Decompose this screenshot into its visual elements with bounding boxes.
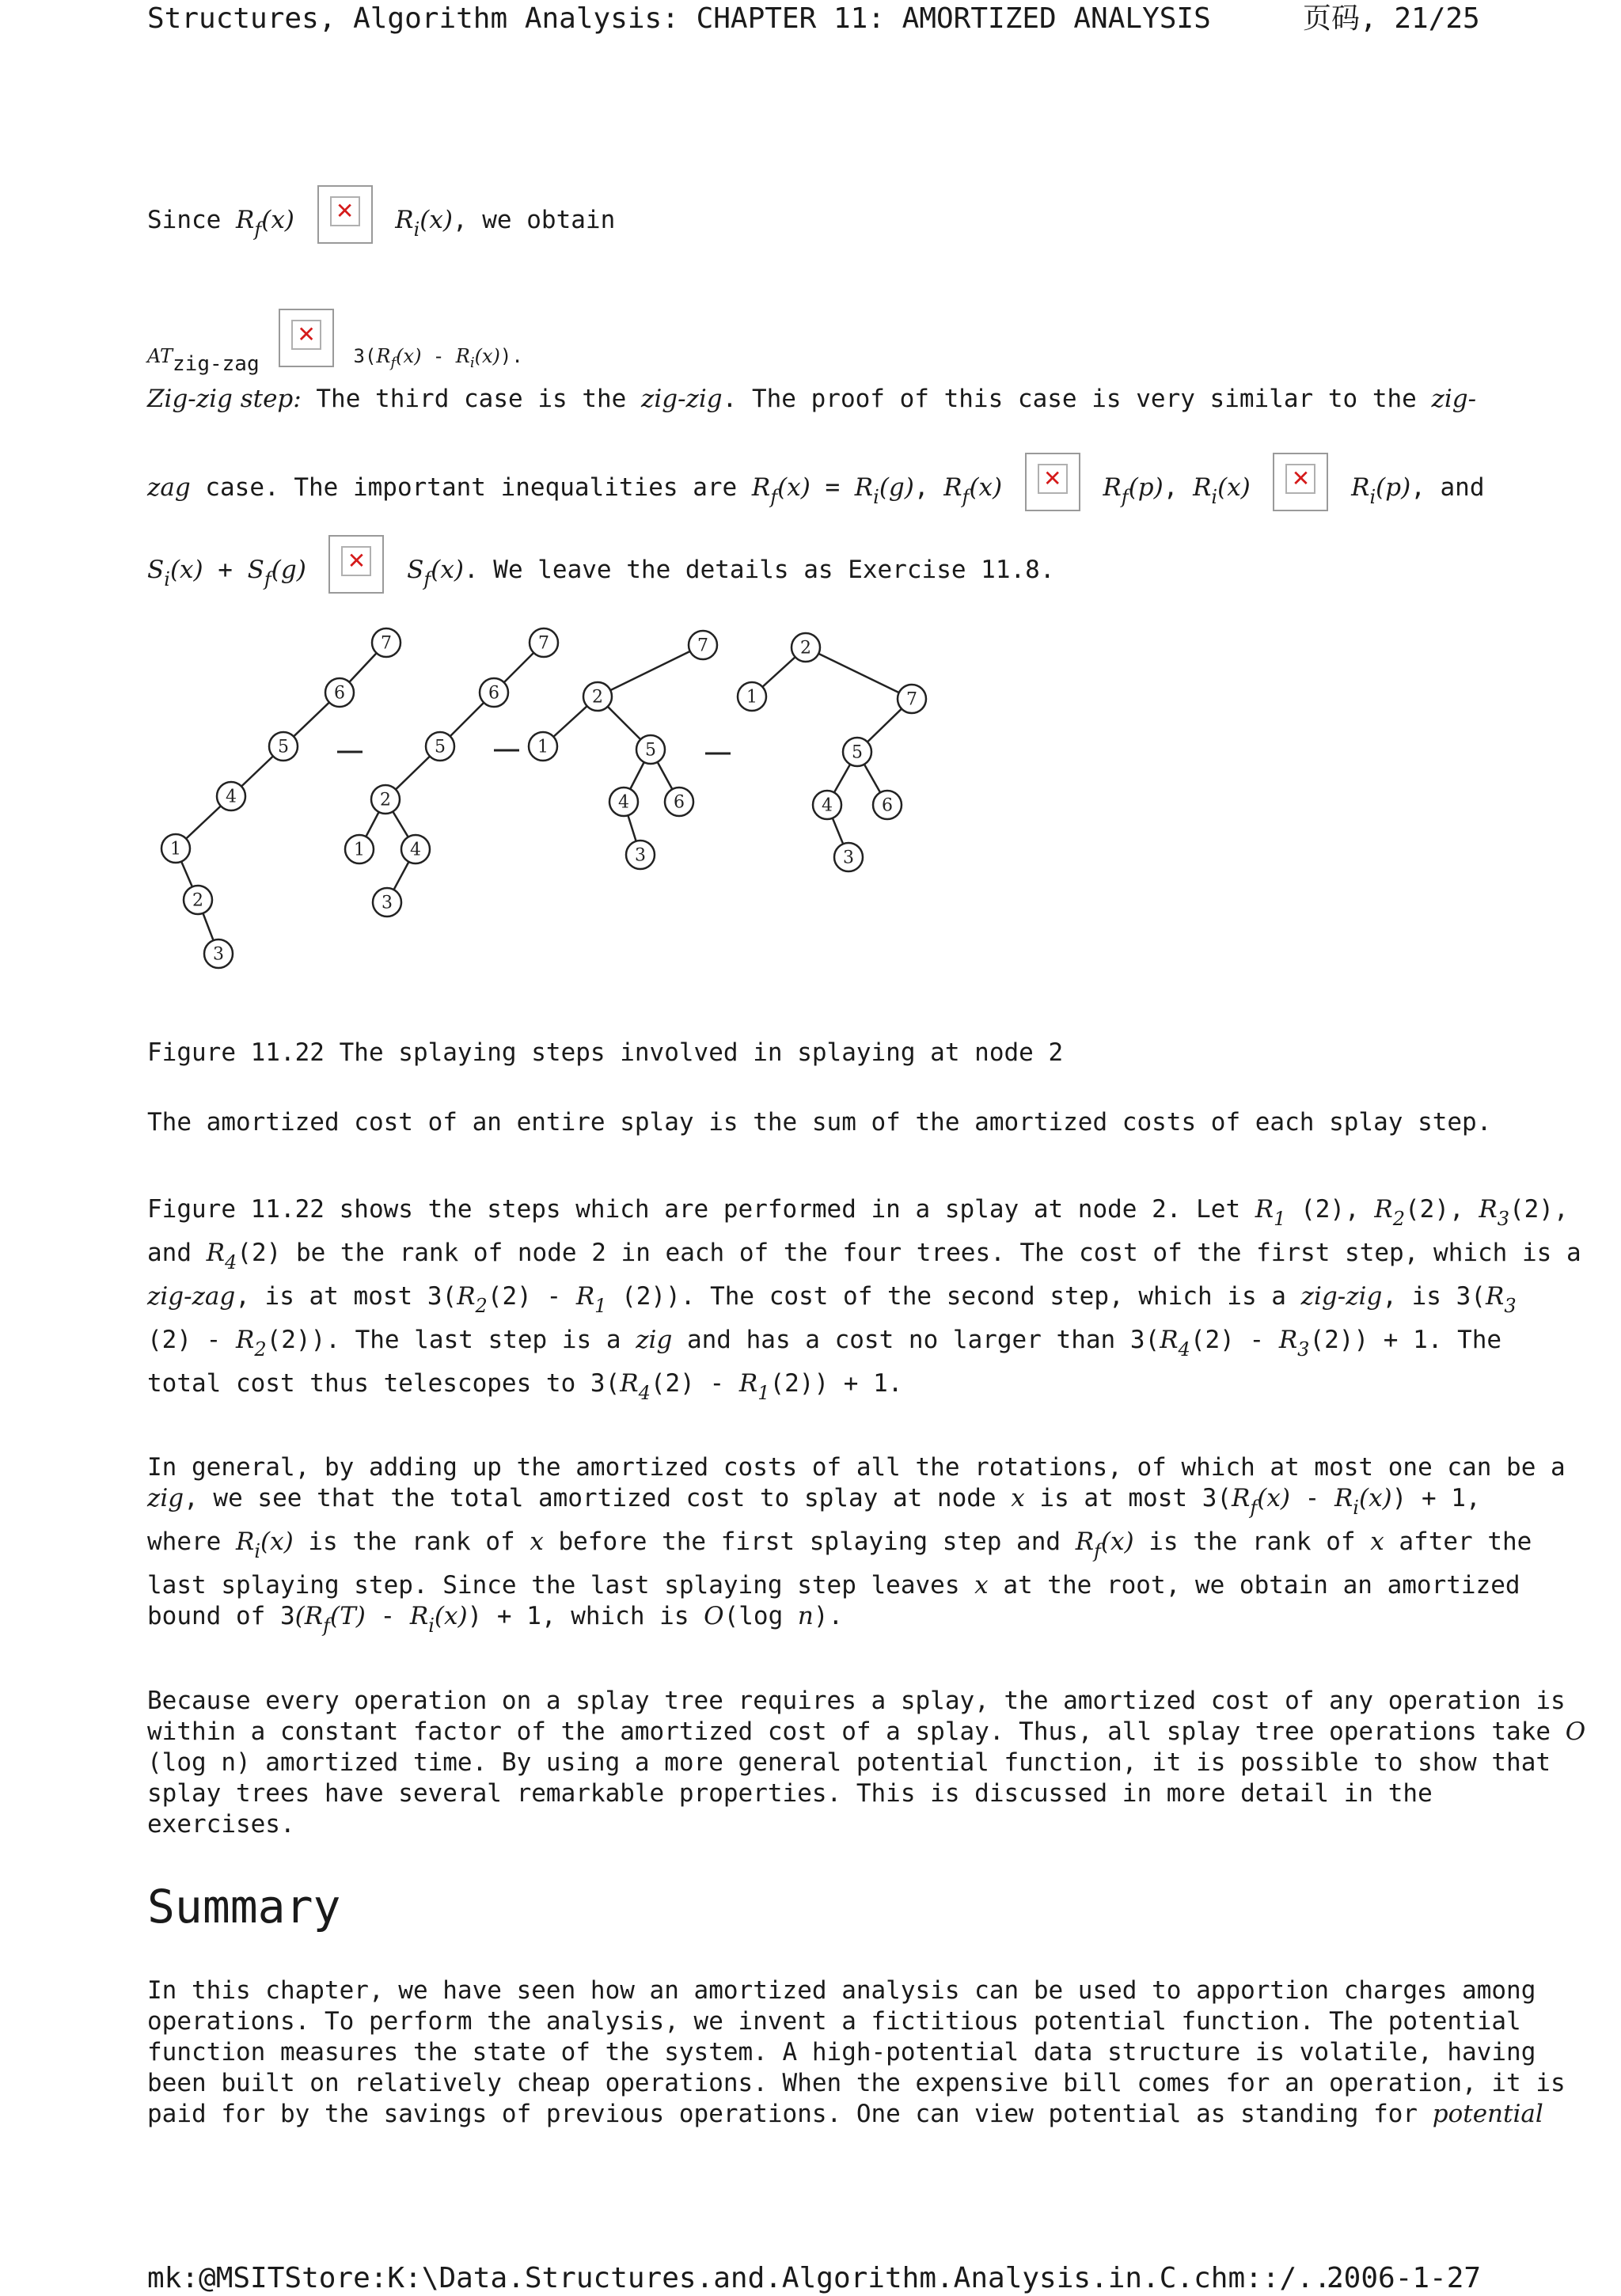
para4-line-3: (log n) amortized time. By using a more general potential function, it is possible to show that — [147, 1748, 1551, 1777]
para2-line-5: total cost thus telescopes to $3(R_4(2) - R_1(2)) + 1$. — [147, 1369, 903, 1404]
summary-heading: Summary — [147, 1880, 341, 1934]
summary-line-2: operations. To perform the analysis, we invent a fictitious potential function. The potential — [147, 2007, 1521, 2036]
node-label: 3 — [382, 893, 393, 913]
para2-line-2: and $R_4(2)$ be the rank of node 2 in each of the four trees. The cost of the first step, which is a — [147, 1239, 1581, 1273]
page-header-title: Structures, Algorithm Analysis: CHAPTER 11: AMORTIZED ANALYSIS — [147, 2, 1211, 35]
para3-line-4: last splaying step. Since the last splaying step leaves x at the root, we obtain an amortized — [147, 1571, 1520, 1600]
para3-line-2: zig, we see that the total amortized cost to splay at node x is at most $3(R_f(x) - R_i(x)) + 1$, — [147, 1484, 1481, 1519]
node-label: 5 — [852, 742, 863, 763]
para4-line-5: exercises. — [147, 1810, 295, 1839]
broken-image-icon: ✕ — [317, 185, 373, 244]
node-label: 3 — [213, 944, 224, 965]
para2-line-4: $(2) - R_2(2)$). The last step is a zig and has a cost no larger than $3(R_4(2) - R_3(2)) + 1$. The — [147, 1326, 1502, 1361]
node-label: 6 — [334, 683, 345, 704]
zigzig-line-3: $S_i(x) + S_f(g)$ ✕ $S_f(x)$. We leave the details as Exercise 11.8. — [147, 535, 1055, 595]
node-label: 5 — [278, 737, 289, 757]
page-footer-url: mk:@MSITStore:K:\Data.Structures.and.Algorithm.Analysis.in.C.chm::/... — [147, 2262, 1349, 2294]
paragraph-amortized-cost: The amortized cost of an entire splay is the sum of the amortized costs of each splay step. — [147, 1108, 1492, 1137]
page-header-page-number: 页码, 21/25 — [1303, 2, 1480, 35]
node-label: 2 — [380, 790, 391, 810]
node-label: 1 — [354, 840, 365, 860]
node-label: 4 — [618, 792, 629, 813]
broken-image-icon: ✕ — [328, 535, 384, 594]
para3-line-3: where $R_i(x)$ is the rank of x before the first splaying step and $R_f(x)$ is the rank of x after the — [147, 1528, 1532, 1562]
node-label: 4 — [822, 795, 833, 816]
since-line: Since $R_f(x)$ ✕ $R_i(x)$, we obtain — [147, 185, 615, 245]
para3-line-5: bound of $3(R_f(T) - R_i(x)) + 1$, which is O(log n). — [147, 1602, 844, 1637]
node-label: 2 — [800, 638, 811, 658]
tree-nodes — [161, 628, 926, 968]
zigzig-line-2: zag case. The important inequalities are $R_f(x) = R_i(g)$, $R_f(x)$ ✕ $R_f(p)$, $R_i(x)$ ✕ $R_i(p)$, and — [147, 453, 1485, 513]
node-label: 3 — [843, 848, 854, 868]
broken-image-icon: ✕ — [1273, 453, 1328, 511]
node-label: 2 — [192, 890, 203, 911]
node-label: 5 — [645, 740, 656, 761]
para4-line-1: Because every operation on a splay tree requires a splay, the amortized cost of any operation is — [147, 1687, 1566, 1715]
node-label: 6 — [488, 683, 499, 704]
node-label: 7 — [381, 633, 392, 654]
node-label: 6 — [674, 792, 685, 813]
para2-line-1: Figure 11.22 shows the steps which are performed in a splay at node 2. Let $R_1$ (2), $R_2(2)$, $R_3(2)$, — [147, 1195, 1569, 1230]
zigzig-line-1: Zig-zig step: The third case is the zig-zig. The proof of this case is very similar to the zig- — [147, 385, 1477, 413]
node-label: 3 — [635, 845, 646, 866]
node-label: 7 — [697, 636, 708, 656]
para4-line-2: within a constant factor of the amortized cost of a splay. Thus, all splay tree operations take O — [147, 1717, 1586, 1746]
node-label: 4 — [226, 787, 237, 807]
summary-line-3: function measures the state of the system. A high-potential data structure is volatile, having — [147, 2038, 1536, 2066]
node-label: 1 — [537, 737, 549, 757]
zigzag-bound-line: ATzig-zag ✕ $3(R_f(x) - R_i(x))$. — [147, 309, 523, 371]
node-label: 4 — [410, 840, 421, 860]
node-label: 5 — [435, 737, 446, 757]
node-label: 1 — [746, 687, 757, 708]
broken-image-icon: ✕ — [279, 309, 334, 367]
broken-image-icon: ✕ — [1025, 453, 1080, 511]
summary-line-4: been built on relatively cheap operations. When the expensive bill comes for an operation, it is — [147, 2069, 1566, 2097]
node-label: 6 — [882, 795, 893, 816]
splay-figure — [147, 617, 939, 989]
para2-line-3: zig-zag, is at most $3(R_2(2) - R_1$ (2)). The cost of the second step, which is a zig-zig, is $3(R_3$ — [147, 1282, 1517, 1317]
node-label: 7 — [538, 633, 549, 654]
summary-line-1: In this chapter, we have seen how an amortized analysis can be used to apportion charges among — [147, 1976, 1536, 2005]
para4-line-4: splay trees have several remarkable properties. This is discussed in more detail in the — [147, 1779, 1433, 1808]
figure-caption: Figure 11.22 The splaying steps involved in splaying at node 2 — [147, 1038, 1064, 1067]
page-footer-date: 2006-1-27 — [1327, 2262, 1482, 2294]
node-label: 1 — [170, 839, 181, 860]
node-label: 7 — [906, 689, 917, 710]
summary-line-5: paid for by the savings of previous operations. One can view potential as standing for potential — [147, 2100, 1543, 2128]
node-label: 2 — [592, 687, 603, 708]
para3-line-1: In general, by adding up the amortized costs of all the rotations, of which at most one can be a — [147, 1453, 1566, 1482]
